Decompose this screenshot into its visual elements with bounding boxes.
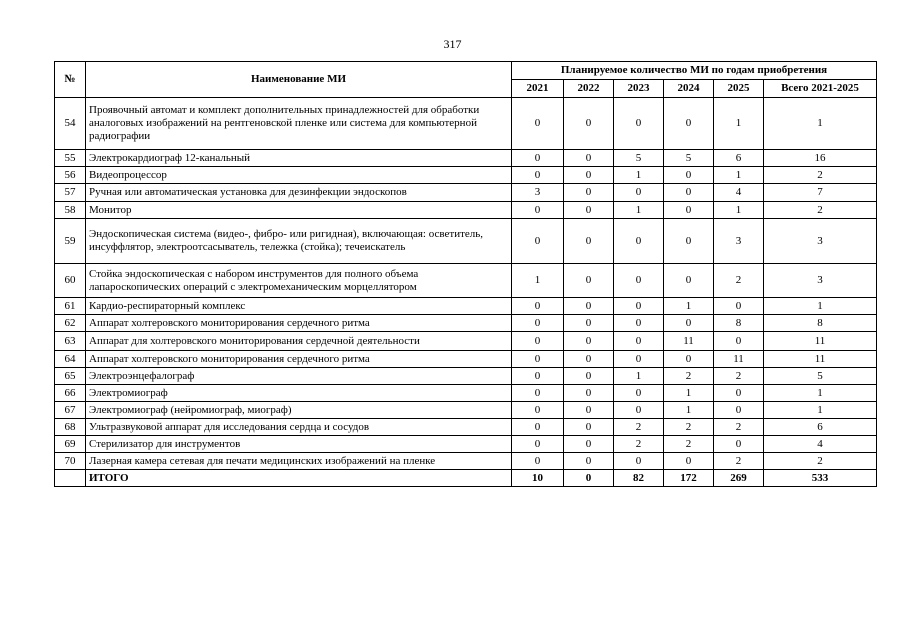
row-number: 54 (55, 98, 86, 150)
table-row (55, 315, 877, 332)
row-year-value: 1 (614, 202, 664, 219)
total-label: ИТОГО (86, 470, 512, 487)
row-year-value: 0 (564, 202, 614, 219)
row-year-value: 0 (512, 351, 564, 368)
row-year-value: 0 (512, 385, 564, 402)
row-number: 59 (55, 219, 86, 264)
row-year-value: 1 (664, 402, 714, 419)
row-year-value: 2 (714, 419, 764, 436)
row-name: Лазерная камера сетевая для печати медицинских изображений на пленке (86, 453, 512, 470)
row-year-value: 0 (564, 453, 614, 470)
row-total-value: 8 (764, 315, 877, 332)
row-year-value: 0 (664, 184, 714, 202)
header-total: Всего 2021-2025 (764, 80, 877, 98)
row-year-value: 0 (614, 264, 664, 298)
row-total-value: 16 (764, 150, 877, 167)
row-year-value: 0 (614, 351, 664, 368)
row-year-value: 0 (512, 167, 564, 184)
row-name: Монитор (86, 202, 512, 219)
row-year-value: 0 (564, 184, 614, 202)
row-name: Эндоскопическая система (видео-, фибро- или ригидная), включающая: осветитель, инсуффлятор, электроотсасыватель, тележка (стойка); течеискатель (86, 219, 512, 264)
row-number: 63 (55, 332, 86, 351)
row-name: Ручная или автоматическая установка для дезинфекции эндоскопов (86, 184, 512, 202)
grand-total-value: 533 (764, 470, 877, 487)
row-number: 69 (55, 436, 86, 453)
row-year-value: 0 (714, 385, 764, 402)
row-year-value: 0 (664, 453, 714, 470)
header-num: № (55, 62, 86, 98)
row-year-value: 0 (664, 264, 714, 298)
row-name: Стойка эндоскопическая с набором инструментов для полного объема лапароскопических операций с электромеханическим морцеллятором (86, 264, 512, 298)
table-row (55, 402, 877, 419)
row-total-value: 2 (764, 453, 877, 470)
row-year-value: 0 (714, 298, 764, 315)
row-year-value: 1 (664, 298, 714, 315)
row-year-value: 1 (714, 98, 764, 150)
row-year-value: 5 (664, 150, 714, 167)
row-year-value: 0 (512, 332, 564, 351)
row-number: 55 (55, 150, 86, 167)
row-number: 60 (55, 264, 86, 298)
row-name: Электрокардиограф 12-канальный (86, 150, 512, 167)
total-empty-cell (55, 470, 86, 487)
row-name: Стерилизатор для инструментов (86, 436, 512, 453)
row-year-value: 0 (564, 219, 614, 264)
row-year-value: 0 (664, 219, 714, 264)
row-year-value: 0 (564, 385, 614, 402)
row-year-value: 1 (664, 385, 714, 402)
row-total-value: 4 (764, 436, 877, 453)
table-row (55, 453, 877, 470)
row-total-value: 1 (764, 98, 877, 150)
row-number: 61 (55, 298, 86, 315)
row-total-value: 3 (764, 219, 877, 264)
row-year-value: 0 (664, 351, 714, 368)
row-year-value: 0 (664, 98, 714, 150)
header-year: 2024 (664, 80, 714, 98)
row-year-value: 0 (564, 98, 614, 150)
row-year-value: 0 (614, 315, 664, 332)
row-year-value: 0 (614, 98, 664, 150)
header-year: 2023 (614, 80, 664, 98)
row-number: 62 (55, 315, 86, 332)
row-year-value: 2 (664, 436, 714, 453)
row-year-value: 0 (512, 315, 564, 332)
row-total-value: 2 (764, 167, 877, 184)
row-year-value: 2 (614, 419, 664, 436)
row-number: 67 (55, 402, 86, 419)
row-year-value: 0 (564, 436, 614, 453)
total-year-value: 82 (614, 470, 664, 487)
table-row (55, 219, 877, 264)
total-year-value: 269 (714, 470, 764, 487)
total-row (55, 470, 877, 487)
header-group: Планируемое количество МИ по годам приобретения (512, 62, 877, 80)
header-row-1 (55, 62, 877, 80)
row-year-value: 2 (664, 419, 714, 436)
row-total-value: 6 (764, 419, 877, 436)
row-year-value: 0 (564, 368, 614, 385)
row-year-value: 0 (564, 419, 614, 436)
row-year-value: 0 (664, 202, 714, 219)
page-number: 317 (443, 37, 462, 51)
row-year-value: 2 (714, 264, 764, 298)
row-year-value: 0 (512, 436, 564, 453)
row-year-value: 2 (664, 368, 714, 385)
row-name: Аппарат холтеровского мониторирования сердечного ритма (86, 351, 512, 368)
row-number: 58 (55, 202, 86, 219)
table-row (55, 368, 877, 385)
row-year-value: 0 (512, 150, 564, 167)
table-row (55, 332, 877, 351)
row-year-value: 0 (564, 298, 614, 315)
table-row (55, 202, 877, 219)
row-total-value: 2 (764, 202, 877, 219)
row-total-value: 11 (764, 332, 877, 351)
row-year-value: 2 (714, 368, 764, 385)
row-year-value: 0 (512, 402, 564, 419)
row-name: Кардио-респираторный комплекс (86, 298, 512, 315)
table-row (55, 385, 877, 402)
row-year-value: 5 (614, 150, 664, 167)
row-name: Электромиограф (нейромиограф, миограф) (86, 402, 512, 419)
row-year-value: 8 (714, 315, 764, 332)
row-year-value: 0 (664, 315, 714, 332)
header-year: 2022 (564, 80, 614, 98)
row-year-value: 0 (512, 419, 564, 436)
row-year-value: 0 (714, 436, 764, 453)
row-year-value: 0 (614, 184, 664, 202)
row-year-value: 0 (564, 315, 614, 332)
row-year-value: 0 (512, 298, 564, 315)
row-year-value: 1 (714, 167, 764, 184)
row-name: Электромиограф (86, 385, 512, 402)
row-number: 56 (55, 167, 86, 184)
row-year-value: 1 (512, 264, 564, 298)
row-year-value: 1 (614, 368, 664, 385)
row-total-value: 3 (764, 264, 877, 298)
row-year-value: 4 (714, 184, 764, 202)
row-total-value: 1 (764, 402, 877, 419)
row-number: 68 (55, 419, 86, 436)
row-year-value: 2 (714, 453, 764, 470)
row-year-value: 3 (714, 219, 764, 264)
row-total-value: 1 (764, 298, 877, 315)
row-number: 70 (55, 453, 86, 470)
row-year-value: 2 (614, 436, 664, 453)
row-year-value: 0 (564, 402, 614, 419)
row-number: 65 (55, 368, 86, 385)
header-name: Наименование МИ (86, 62, 512, 98)
row-year-value: 0 (512, 98, 564, 150)
row-name: Аппарат холтеровского мониторирования сердечного ритма (86, 315, 512, 332)
row-total-value: 11 (764, 351, 877, 368)
table-row (55, 298, 877, 315)
row-year-value: 0 (564, 332, 614, 351)
table-body (55, 98, 877, 487)
row-year-value: 0 (714, 332, 764, 351)
row-year-value: 0 (664, 167, 714, 184)
row-year-value: 6 (714, 150, 764, 167)
table-row (55, 264, 877, 298)
total-year-value: 172 (664, 470, 714, 487)
row-number: 57 (55, 184, 86, 202)
row-year-value: 0 (512, 202, 564, 219)
row-year-value: 11 (664, 332, 714, 351)
row-year-value: 0 (614, 219, 664, 264)
row-year-value: 0 (564, 167, 614, 184)
row-year-value: 0 (614, 298, 664, 315)
row-year-value: 0 (614, 402, 664, 419)
row-total-value: 5 (764, 368, 877, 385)
row-year-value: 0 (614, 385, 664, 402)
table-row (55, 98, 877, 150)
row-name: Видеопроцессор (86, 167, 512, 184)
row-name: Проявочный автомат и комплект дополнительных принадлежностей для обработки аналоговых изображений на рентгеновской пленке или система для компьютерной радиографии (86, 98, 512, 150)
row-total-value: 7 (764, 184, 877, 202)
row-year-value: 0 (512, 453, 564, 470)
row-year-value: 0 (564, 351, 614, 368)
row-year-value: 0 (614, 332, 664, 351)
header-year: 2021 (512, 80, 564, 98)
row-year-value: 0 (564, 150, 614, 167)
table-row (55, 167, 877, 184)
row-year-value: 0 (714, 402, 764, 419)
row-year-value: 0 (512, 368, 564, 385)
row-number: 64 (55, 351, 86, 368)
table-row (55, 419, 877, 436)
row-number: 66 (55, 385, 86, 402)
row-name: Аппарат для холтеровского мониторирования сердечной деятельности (86, 332, 512, 351)
header-year: 2025 (714, 80, 764, 98)
table-row (55, 436, 877, 453)
row-year-value: 11 (714, 351, 764, 368)
row-year-value: 0 (614, 453, 664, 470)
total-year-value: 0 (564, 470, 614, 487)
table-row (55, 351, 877, 368)
row-year-value: 1 (714, 202, 764, 219)
medical-equipment-table (54, 61, 877, 487)
row-year-value: 1 (614, 167, 664, 184)
row-name: Электроэнцефалограф (86, 368, 512, 385)
row-total-value: 1 (764, 385, 877, 402)
row-year-value: 0 (512, 219, 564, 264)
row-year-value: 0 (564, 264, 614, 298)
total-year-value: 10 (512, 470, 564, 487)
row-name: Ультразвуковой аппарат для исследования сердца и сосудов (86, 419, 512, 436)
row-year-value: 3 (512, 184, 564, 202)
table-row (55, 184, 877, 202)
table-row (55, 150, 877, 167)
